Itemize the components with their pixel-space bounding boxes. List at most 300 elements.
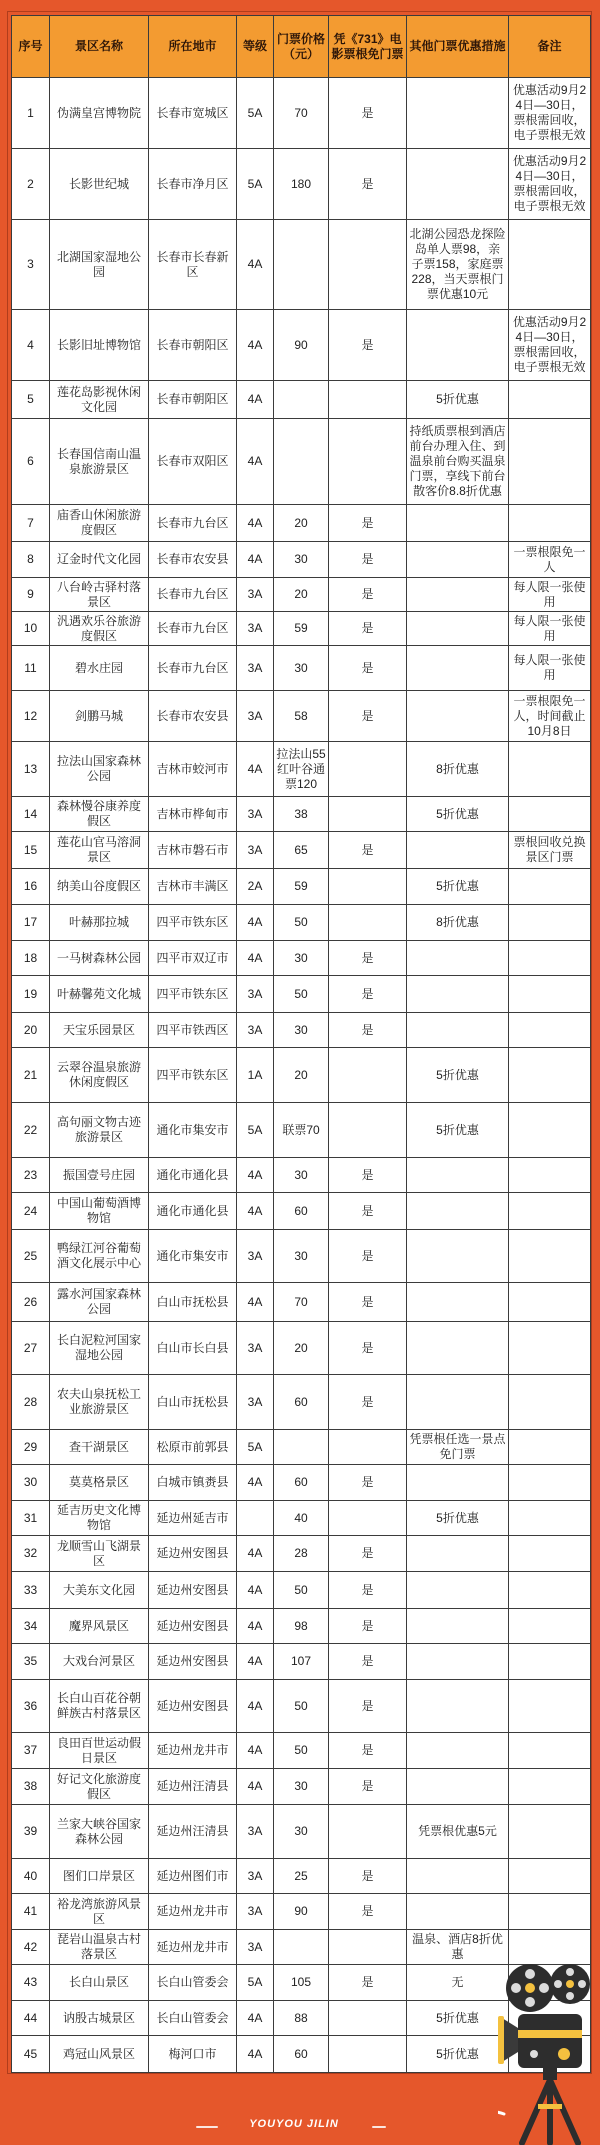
cell-no: 8 [12, 542, 50, 578]
header-row [12, 16, 591, 78]
cell-price: 拉法山55红叶谷通票120 [274, 742, 329, 797]
table-row [12, 646, 591, 691]
cell-name: 纳美山谷度假区 [50, 869, 149, 905]
cell-no: 3 [12, 220, 50, 310]
cell-grade: 3A [237, 578, 274, 612]
cell-city: 长白山管委会 [149, 2001, 237, 2036]
cell-free-with-ticket: 是 [329, 1733, 407, 1769]
cell-price: 60 [274, 1375, 329, 1430]
table-row [12, 612, 591, 646]
cell-free-with-ticket [329, 742, 407, 797]
cell-name: 延吉历史文化博物馆 [50, 1501, 149, 1536]
table-row [12, 1048, 591, 1103]
cell-no: 16 [12, 869, 50, 905]
cell-other-discount: 持纸质票根到酒店前台办理入住、到温泉前台购买温泉门票，享线下前台散客价8.8折优惠 [407, 419, 509, 505]
cell-name: 汎遇欢乐谷旅游度假区 [50, 612, 149, 646]
cell-other-discount: 温泉、酒店8折优惠 [407, 1930, 509, 1965]
cell-city: 通化市通化县 [149, 1158, 237, 1193]
cell-city: 长春市宽城区 [149, 78, 237, 149]
cell-note [509, 419, 591, 505]
cell-name: 查干湖景区 [50, 1430, 149, 1465]
film-camera-icon [498, 1958, 598, 2145]
cell-note [509, 1013, 591, 1048]
cell-city: 长春市双阳区 [149, 419, 237, 505]
cell-no: 12 [12, 691, 50, 742]
cell-grade: 3A [237, 1930, 274, 1965]
footer-brand: YOUYOU JILIN [249, 2118, 339, 2130]
cell-other-discount [407, 578, 509, 612]
cell-other-discount [407, 1230, 509, 1283]
cell-city: 长白山管委会 [149, 1965, 237, 2001]
cell-price: 30 [274, 1230, 329, 1283]
cell-other-discount [407, 1572, 509, 1609]
cell-city: 长春市九台区 [149, 505, 237, 542]
cell-city: 四平市铁东区 [149, 1048, 237, 1103]
cell-no: 20 [12, 1013, 50, 1048]
table-body [12, 78, 591, 2073]
cell-city: 梅河口市 [149, 2036, 237, 2073]
table-row [12, 505, 591, 542]
cell-no: 21 [12, 1048, 50, 1103]
cell-no: 2 [12, 149, 50, 220]
cell-note [509, 1230, 591, 1283]
header-city: 所在地市 [149, 16, 237, 78]
header-note: 备注 [509, 16, 591, 78]
cell-name: 辽金时代文化园 [50, 542, 149, 578]
table-row [12, 1193, 591, 1230]
cell-name: 高句丽文物古迹旅游景区 [50, 1103, 149, 1158]
cell-price: 30 [274, 1158, 329, 1193]
table-row [12, 869, 591, 905]
cell-free-with-ticket: 是 [329, 310, 407, 381]
cell-grade: 4A [237, 1644, 274, 1680]
cell-price: 50 [274, 976, 329, 1013]
table-row [12, 941, 591, 976]
cell-no: 29 [12, 1430, 50, 1465]
cell-price: 90 [274, 310, 329, 381]
cell-no: 37 [12, 1733, 50, 1769]
cell-note [509, 1644, 591, 1680]
cell-grade: 3A [237, 612, 274, 646]
cell-price: 50 [274, 905, 329, 941]
cell-price: 40 [274, 1501, 329, 1536]
cell-name: 森林慢谷康养度假区 [50, 797, 149, 832]
cell-name: 碧水庄园 [50, 646, 149, 691]
table-row [12, 1230, 591, 1283]
cell-other-discount: 凭票根任选一景点免门票 [407, 1430, 509, 1465]
cell-price: 联票70 [274, 1103, 329, 1158]
cell-price: 30 [274, 1013, 329, 1048]
cell-grade: 4A [237, 310, 274, 381]
cell-free-with-ticket: 是 [329, 1609, 407, 1644]
cell-city: 延边州汪清县 [149, 1805, 237, 1859]
cell-grade: 3A [237, 1375, 274, 1430]
cell-note [509, 1733, 591, 1769]
cell-price: 50 [274, 1733, 329, 1769]
cell-free-with-ticket: 是 [329, 1375, 407, 1430]
cell-note: 每人限一张使用 [509, 578, 591, 612]
cell-city: 长春市朝阳区 [149, 381, 237, 419]
cell-grade: 4A [237, 905, 274, 941]
table-row [12, 1769, 591, 1805]
cell-free-with-ticket [329, 1048, 407, 1103]
cell-name: 好记文化旅游度假区 [50, 1769, 149, 1805]
cell-free-with-ticket: 是 [329, 1193, 407, 1230]
cell-other-discount: 5折优惠 [407, 2036, 509, 2073]
cell-name: 琵岩山温泉古村落景区 [50, 1930, 149, 1965]
cell-other-discount [407, 1769, 509, 1805]
cell-note [509, 1769, 591, 1805]
cell-note [509, 220, 591, 310]
cell-note [509, 1609, 591, 1644]
table-row [12, 149, 591, 220]
cell-free-with-ticket [329, 2001, 407, 2036]
cell-city: 长春市九台区 [149, 612, 237, 646]
cell-name: 大戏台河景区 [50, 1644, 149, 1680]
cell-grade: 3A [237, 691, 274, 742]
cell-name: 天宝乐园景区 [50, 1013, 149, 1048]
cell-other-discount: 凭票根优惠5元 [407, 1805, 509, 1859]
cell-price: 25 [274, 1859, 329, 1894]
cell-name: 北湖国家湿地公园 [50, 220, 149, 310]
cell-name: 莲花山官马溶洞景区 [50, 832, 149, 869]
cell-other-discount [407, 1609, 509, 1644]
cell-no: 18 [12, 941, 50, 976]
cell-other-discount: 8折优惠 [407, 742, 509, 797]
cell-other-discount: 5折优惠 [407, 1048, 509, 1103]
cell-note [509, 1859, 591, 1894]
cell-note [509, 1103, 591, 1158]
cell-note [509, 1805, 591, 1859]
cell-price: 20 [274, 1048, 329, 1103]
cell-name: 鸡冠山风景区 [50, 2036, 149, 2073]
cell-no: 38 [12, 1769, 50, 1805]
cell-no: 44 [12, 2001, 50, 2036]
cell-free-with-ticket: 是 [329, 542, 407, 578]
cell-free-with-ticket: 是 [329, 1536, 407, 1572]
cell-name: 长白泥粒河国家湿地公园 [50, 1322, 149, 1375]
cell-no: 28 [12, 1375, 50, 1430]
cell-grade: 4A [237, 1680, 274, 1733]
cell-price [274, 220, 329, 310]
table-row [12, 1733, 591, 1769]
cell-free-with-ticket [329, 1805, 407, 1859]
cell-other-discount: 5折优惠 [407, 869, 509, 905]
cell-free-with-ticket: 是 [329, 612, 407, 646]
table-row [12, 419, 591, 505]
cell-grade: 4A [237, 381, 274, 419]
cell-grade: 3A [237, 797, 274, 832]
cell-other-discount [407, 612, 509, 646]
cell-no: 45 [12, 2036, 50, 2073]
cell-note: 优惠活动9月24日—30日，票根需回收，电子票根无效 [509, 78, 591, 149]
cell-no: 11 [12, 646, 50, 691]
cell-other-discount [407, 1465, 509, 1501]
cell-name: 一马树森林公园 [50, 941, 149, 976]
cell-other-discount: 8折优惠 [407, 905, 509, 941]
cell-price: 30 [274, 646, 329, 691]
cell-city: 白山市抚松县 [149, 1283, 237, 1322]
cell-free-with-ticket: 是 [329, 832, 407, 869]
cell-price: 20 [274, 505, 329, 542]
cell-other-discount [407, 1536, 509, 1572]
cell-free-with-ticket: 是 [329, 1322, 407, 1375]
cell-city: 吉林市丰满区 [149, 869, 237, 905]
table-row [12, 905, 591, 941]
cell-price: 38 [274, 797, 329, 832]
cell-grade: 4A [237, 542, 274, 578]
cell-name: 大美东文化园 [50, 1572, 149, 1609]
cell-price: 105 [274, 1965, 329, 2001]
cell-grade: 3A [237, 646, 274, 691]
cell-free-with-ticket: 是 [329, 1644, 407, 1680]
table-row [12, 1465, 591, 1501]
cell-free-with-ticket: 是 [329, 1465, 407, 1501]
table-row [12, 381, 591, 419]
cell-city: 延边州龙井市 [149, 1930, 237, 1965]
cell-no: 23 [12, 1158, 50, 1193]
cell-grade: 3A [237, 1230, 274, 1283]
cell-city: 白山市抚松县 [149, 1375, 237, 1430]
table-row [12, 1644, 591, 1680]
table-row [12, 1536, 591, 1572]
cell-note [509, 381, 591, 419]
cell-no: 19 [12, 976, 50, 1013]
cell-city: 延边州安图县 [149, 1680, 237, 1733]
cell-city: 四平市双辽市 [149, 941, 237, 976]
cell-grade: 4A [237, 220, 274, 310]
cell-name: 长白山景区 [50, 1965, 149, 2001]
cell-name: 剑鹏马城 [50, 691, 149, 742]
cell-grade: 4A [237, 505, 274, 542]
cell-note [509, 1465, 591, 1501]
table-row [12, 78, 591, 149]
table-row [12, 1680, 591, 1733]
cell-grade: 5A [237, 1965, 274, 2001]
cell-free-with-ticket: 是 [329, 1680, 407, 1733]
cell-name: 长影世纪城 [50, 149, 149, 220]
cell-free-with-ticket [329, 419, 407, 505]
cell-city: 延边州安图县 [149, 1536, 237, 1572]
cell-price: 180 [274, 149, 329, 220]
cell-grade: 5A [237, 1103, 274, 1158]
cell-no: 1 [12, 78, 50, 149]
cell-price: 30 [274, 1805, 329, 1859]
cell-free-with-ticket: 是 [329, 976, 407, 1013]
cell-grade: 5A [237, 149, 274, 220]
cell-free-with-ticket: 是 [329, 1283, 407, 1322]
cell-other-discount [407, 1193, 509, 1230]
cell-free-with-ticket: 是 [329, 78, 407, 149]
cell-note [509, 797, 591, 832]
cell-other-discount [407, 1375, 509, 1430]
cell-note [509, 1430, 591, 1465]
cell-other-discount [407, 1013, 509, 1048]
cell-grade: 4A [237, 1283, 274, 1322]
cell-city: 四平市铁东区 [149, 976, 237, 1013]
cell-name: 八台岭古驿村落景区 [50, 578, 149, 612]
cell-other-discount [407, 832, 509, 869]
header-free-with-ticket: 凭《731》电影票根免门票 [329, 16, 407, 78]
cell-free-with-ticket [329, 220, 407, 310]
cell-other-discount [407, 1894, 509, 1930]
cell-grade: 3A [237, 1894, 274, 1930]
cell-no: 30 [12, 1465, 50, 1501]
cell-other-discount [407, 1158, 509, 1193]
cell-name: 长春国信南山温泉旅游景区 [50, 419, 149, 505]
cell-free-with-ticket [329, 869, 407, 905]
cell-grade: 3A [237, 1322, 274, 1375]
cell-price [274, 381, 329, 419]
cell-free-with-ticket: 是 [329, 578, 407, 612]
cell-grade: 3A [237, 1013, 274, 1048]
cell-other-discount [407, 646, 509, 691]
cell-grade: 4A [237, 1465, 274, 1501]
cell-free-with-ticket [329, 797, 407, 832]
cell-name: 图们口岸景区 [50, 1859, 149, 1894]
cell-grade: 4A [237, 419, 274, 505]
cell-other-discount [407, 1733, 509, 1769]
cell-free-with-ticket: 是 [329, 1894, 407, 1930]
cell-no: 26 [12, 1283, 50, 1322]
table-row [12, 691, 591, 742]
cell-no: 34 [12, 1609, 50, 1644]
table-row [12, 1894, 591, 1930]
cell-note [509, 941, 591, 976]
table-row [12, 542, 591, 578]
cell-free-with-ticket: 是 [329, 691, 407, 742]
table-row [12, 1859, 591, 1894]
table-row [12, 797, 591, 832]
cell-no: 13 [12, 742, 50, 797]
cell-note [509, 1536, 591, 1572]
cell-grade: 4A [237, 2036, 274, 2073]
cell-grade: 5A [237, 78, 274, 149]
cell-grade: 4A [237, 2001, 274, 2036]
table-header [12, 16, 591, 78]
cell-city: 延边州安图县 [149, 1572, 237, 1609]
cell-free-with-ticket: 是 [329, 1013, 407, 1048]
cell-price [274, 1930, 329, 1965]
table-row [12, 832, 591, 869]
cell-price: 28 [274, 1536, 329, 1572]
cell-note [509, 505, 591, 542]
cell-price: 58 [274, 691, 329, 742]
cell-city: 四平市铁东区 [149, 905, 237, 941]
cell-price: 98 [274, 1609, 329, 1644]
cell-city: 延边州龙井市 [149, 1894, 237, 1930]
table-row [12, 1103, 591, 1158]
cell-city: 通化市集安市 [149, 1230, 237, 1283]
cell-city: 延边州龙井市 [149, 1733, 237, 1769]
cell-other-discount [407, 149, 509, 220]
cell-note [509, 869, 591, 905]
cell-city: 长春市农安县 [149, 691, 237, 742]
cell-price: 70 [274, 1283, 329, 1322]
cell-city: 延边州安图县 [149, 1644, 237, 1680]
cell-city: 长春市净月区 [149, 149, 237, 220]
cell-name: 露水河国家森林公园 [50, 1283, 149, 1322]
table-row [12, 1375, 591, 1430]
cell-note: 票根回收兑换景区门票 [509, 832, 591, 869]
cell-city: 通化市通化县 [149, 1193, 237, 1230]
cell-city: 吉林市桦甸市 [149, 797, 237, 832]
table-row [12, 1609, 591, 1644]
cell-city: 白城市镇赉县 [149, 1465, 237, 1501]
cell-grade: 4A [237, 1193, 274, 1230]
cell-note [509, 1158, 591, 1193]
cell-grade: 1A [237, 1048, 274, 1103]
cell-no: 32 [12, 1536, 50, 1572]
cell-no: 22 [12, 1103, 50, 1158]
cell-no: 4 [12, 310, 50, 381]
cell-name: 长影旧址博物馆 [50, 310, 149, 381]
cell-price: 59 [274, 869, 329, 905]
cell-price: 30 [274, 542, 329, 578]
cell-other-discount [407, 691, 509, 742]
table-row [12, 1805, 591, 1859]
cell-no: 36 [12, 1680, 50, 1733]
cell-name: 鸭绿江河谷葡萄酒文化展示中心 [50, 1230, 149, 1283]
table-row [12, 976, 591, 1013]
cell-name: 魔界风景区 [50, 1609, 149, 1644]
cell-grade: 3A [237, 832, 274, 869]
cell-free-with-ticket: 是 [329, 1769, 407, 1805]
cell-no: 39 [12, 1805, 50, 1859]
cell-other-discount [407, 941, 509, 976]
cell-city: 吉林市蛟河市 [149, 742, 237, 797]
table-row [12, 1501, 591, 1536]
cell-city: 长春市九台区 [149, 578, 237, 612]
cell-price: 60 [274, 1465, 329, 1501]
cell-name: 良田百世运动假日景区 [50, 1733, 149, 1769]
cell-name: 伪满皇宫博物院 [50, 78, 149, 149]
cell-name: 叶赫那拉城 [50, 905, 149, 941]
cell-grade: 3A [237, 1859, 274, 1894]
cell-note [509, 742, 591, 797]
cell-name: 中国山葡萄酒博物馆 [50, 1193, 149, 1230]
cell-price: 30 [274, 941, 329, 976]
header-grade: 等级 [237, 16, 274, 78]
cell-grade [237, 1501, 274, 1536]
cell-city: 松原市前郭县 [149, 1430, 237, 1465]
cell-grade: 3A [237, 976, 274, 1013]
cell-no: 35 [12, 1644, 50, 1680]
cell-price: 59 [274, 612, 329, 646]
cell-note [509, 1048, 591, 1103]
cell-name: 龙顺雪山飞湖景区 [50, 1536, 149, 1572]
cell-note [509, 1680, 591, 1733]
cell-name: 拉法山国家森林公园 [50, 742, 149, 797]
cell-other-discount [407, 78, 509, 149]
cell-other-discount: 5折优惠 [407, 1103, 509, 1158]
cell-no: 15 [12, 832, 50, 869]
cell-no: 6 [12, 419, 50, 505]
cell-city: 通化市集安市 [149, 1103, 237, 1158]
cell-price [274, 419, 329, 505]
cell-grade: 3A [237, 1805, 274, 1859]
cell-free-with-ticket [329, 1930, 407, 1965]
cell-no: 9 [12, 578, 50, 612]
cell-name: 农夫山泉抚松工业旅游景区 [50, 1375, 149, 1430]
cell-note: 一票根限免一人，时间截止10月8日 [509, 691, 591, 742]
cell-city: 长春市农安县 [149, 542, 237, 578]
cell-free-with-ticket: 是 [329, 505, 407, 542]
cell-price: 50 [274, 1680, 329, 1733]
cell-no: 41 [12, 1894, 50, 1930]
cell-free-with-ticket: 是 [329, 1572, 407, 1609]
cell-free-with-ticket: 是 [329, 1158, 407, 1193]
